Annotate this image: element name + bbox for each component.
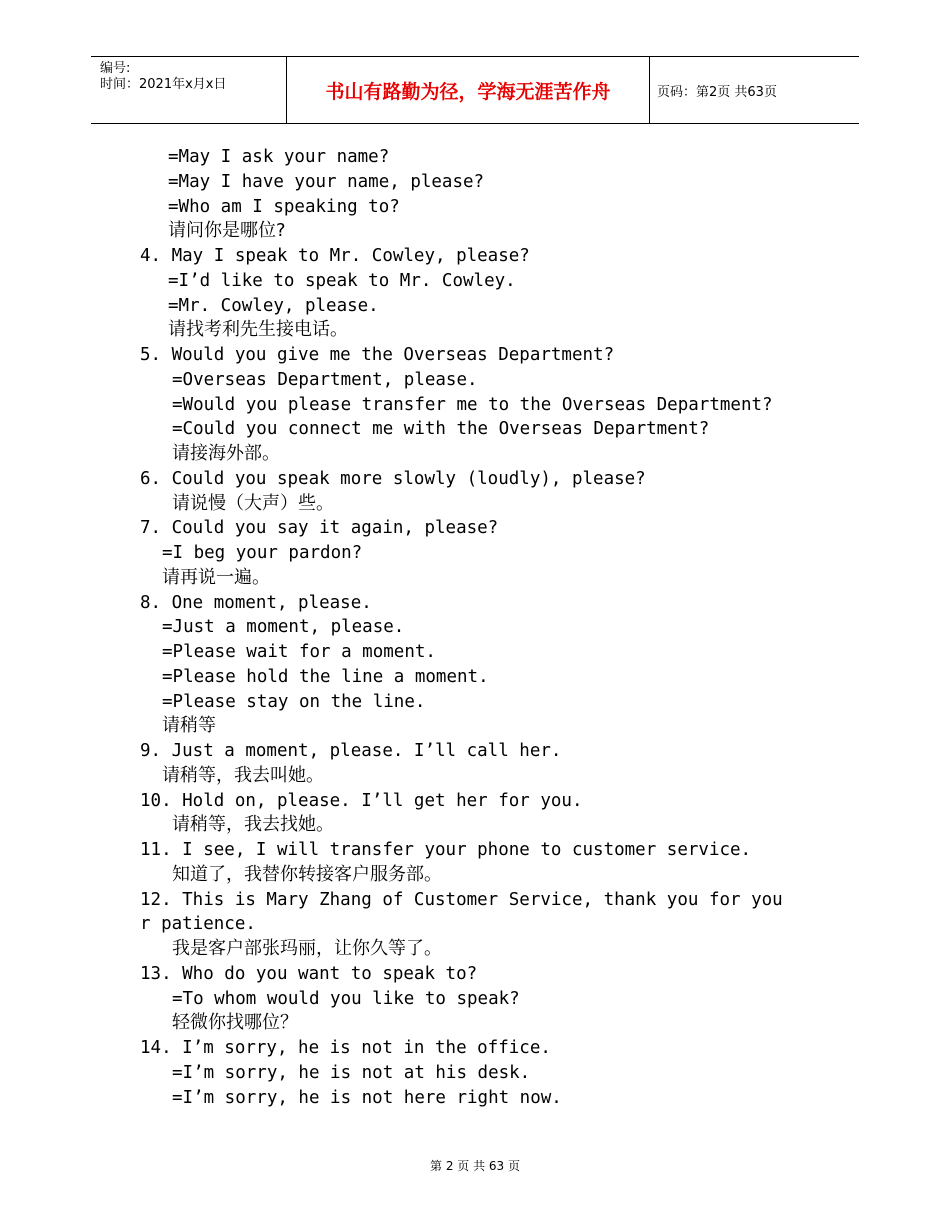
phrase-line: =I beg your pardon? [162,543,363,563]
header-divider [649,57,650,123]
header-meta [100,61,226,93]
phrase-line: 7. Could you say it again, please? [140,518,499,538]
header-page-info: 页码：第2页 共63页 [657,84,777,100]
translation-line: 请稍等 [162,715,216,736]
phrase-line: =Please wait for a moment. [162,642,436,662]
phrase-line: =Overseas Department, please. [172,370,478,390]
phrase-line: 4. May I speak to Mr. Cowley, please? [140,246,530,266]
translation-line: 请接海外部。 [172,443,280,464]
phrase-line: 12. This is Mary Zhang of Customer Service, thank you for you [140,890,783,910]
phrase-line: =Just a moment, please. [162,617,405,637]
phrase-line: =Please hold the line a moment. [162,667,489,687]
phrase-line: 6. Could you speak more slowly (loudly), please? [140,469,646,489]
translation-line: 我是客户部张玛丽，让你久等了。 [172,938,442,959]
number-label: 编号: [100,61,131,76]
time-label: 时间：2021年x月x日 [100,77,227,92]
phrase-line: =I’d like to speak to Mr. Cowley. [168,271,516,291]
phrase-line: =May I ask your name? [168,147,390,167]
phrase-line: =May I have your name, please? [168,172,485,192]
translation-line: 请再说一遍。 [162,567,270,588]
page-footer: 第 2 页 共 63 页 [430,1159,520,1173]
phrase-line: r patience. [140,914,256,934]
phrase-line: =Who am I speaking to? [168,197,400,217]
phrase-line: =Please stay on the line. [162,692,426,712]
translation-line: 知道了，我替你转接客户服务部。 [172,864,442,885]
header-motto: 书山有路勤为径，学海无涯苦作舟 [325,80,611,103]
phrase-line: =I’m sorry, he is not here right now. [172,1088,562,1108]
translation-line: 请稍等，我去找她。 [172,814,334,835]
phrase-line: 9. Just a moment, please. I’ll call her. [140,741,562,761]
phrase-line: =Would you please transfer me to the Overseas Department? [172,395,773,415]
phrase-line: =I’m sorry, he is not at his desk. [172,1063,531,1083]
translation-line: 轻微你找哪位？ [172,1012,298,1033]
translation-line: 请稍等，我去叫她。 [162,765,324,786]
phrase-line: 5. Would you give me the Overseas Department? [140,345,615,365]
phrase-line: 13. Who do you want to speak to? [140,964,478,984]
phrase-line: 14. I’m sorry, he is not in the office. [140,1038,551,1058]
phrase-line: 11. I see, I will transfer your phone to customer service. [140,840,752,860]
translation-line: 请问你是哪位? [168,220,286,241]
phrase-line: 8. One moment, please. [140,593,372,613]
phrase-line: =Could you connect me with the Overseas Department? [172,419,710,439]
phrase-line: =To whom would you like to speak? [172,989,520,1009]
translation-line: 请找考利先生接电话。 [168,319,348,340]
translation-line: 请说慢（大声）些。 [172,493,334,514]
phrase-line: 10. Hold on, please. I’ll get her for you. [140,791,583,811]
phrase-line: =Mr. Cowley, please. [168,296,379,316]
document-header [91,56,859,124]
